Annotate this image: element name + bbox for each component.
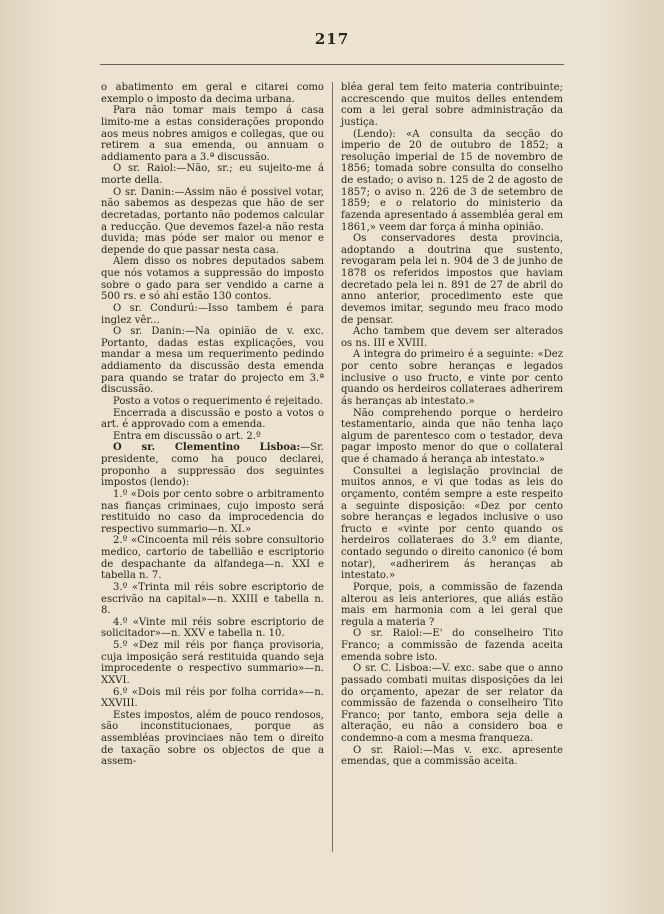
paragraph: Não comprehendo porque o herdeiro testamentario, ainda que não tenha laço algum de parentesco com o testador, deva pagar imposto menor do que o collateral que é chamado á herança ab intestato.»: [341, 407, 563, 465]
paragraph: Entra em discussão o art. 2.º: [113, 430, 261, 442]
paragraph: O sr. C. Lisboa:—V. exc. sabe que o anno passado combati muitas disposições da lei do orçamento, apezar de ser relator da commissão de fazenda o conselheiro Tito Franco; por tanto, embora seja delle a alteração, eu não a considero boa e condemno-a com a mesma franqueza.: [341, 663, 563, 744]
paragraph: O sr. Raiol:—E' do conselheiro Tito Franco; a commissão de fazenda aceita emenda sobre isto.: [341, 628, 563, 663]
paragraph: O sr. Danin:—Assim não é possivel votar, não sabemos as despezas que hão de ser decretadas, portanto não podemos calcular a reducção. Que devemos fazel-a não resta duvida; mas póde ser maior ou menor e depende do que passar nesta casa.: [101, 186, 324, 256]
paragraph: Porque, pois, a commissão de fazenda alterou as leis anteriores, que aliás estão mais em harmonia com a lei geral que regula a materia ?: [341, 581, 563, 628]
paragraph: Os conservadores desta provincia, adoptando a doutrina que sustento, revogaram pela lei n. 904 de 3 de junho de 1878 os referidos impostos que haviam decretado pela lei n. 891 de 27 de abril do anno anterior, procedimento este que devemos imitar, segundo meu fraco modo de pensar.: [341, 233, 563, 326]
paragraph: O sr. Raiol:—Não, sr.; eu sujeito-me á morte della.: [101, 163, 324, 186]
header-divider: [100, 64, 564, 65]
paragraph: A integra do primeiro é a seguinte: «Dez por cento sobre heranças e legados inclusive o uso fructo, e vinte por cento quando os herdeiros collateraes adherirem ás heranças ab intestato.»: [341, 349, 563, 407]
paragraph: 1.º «Dois por cento sobre o arbitramento nas fianças criminaes, cujo imposto será restituido no caso da improcedencia do respectivo summario—n. XI.»: [101, 488, 324, 535]
paragraph: O sr. Danin:—Na opinião de v. exc. Portanto, dadas estas explicações, vou mandar a mesa um requerimento pedindo addiamento da discussão desta emenda para quando se tratar do projecto em 3.ª discussão.: [101, 326, 324, 396]
paragraph: O sr. Clementino Lisboa:—Sr. presidente, como ha pouco declarei, proponho a suppressão dos seguintes impostos (lendo):: [101, 442, 324, 489]
paragraph: 2.º «Cincoenta mil réis sobre consultorio medico, cartorio de tabellião e escriptorio de despachante da alfandega—n. XXI e tabella n. 7.: [101, 535, 324, 582]
paragraph: Acho tambem que devem ser alterados os ns. III e XVIII.: [341, 326, 563, 349]
left-column: [101, 82, 324, 768]
paragraph: Posto a votos o requerimento é rejeitado.: [113, 395, 323, 407]
paragraph: 4.º «Vinte mil réis sobre escriptorio de solicitador»—n. XXV e tabella n. 10.: [101, 616, 324, 640]
paragraph: 3.º «Trinta mil réis sobre escriptorio de escrivão na capital»—n. XXIII e tabella n. 8.: [101, 581, 324, 617]
paragraph: o abatimento em geral e citarei como exemplo o imposto da decima urbana.: [101, 82, 324, 105]
column-divider: [332, 82, 333, 852]
paragraph: O sr. Raiol:—Mas v. exc. apresente emendas, que a commissão aceita.: [341, 744, 563, 768]
paragraph: Consultei a legislação provincial de muitos annos, e vi que todas as leis do orçamento, contém sempre a este respeito a seguinte disposição: «Dez por cento sobre heranças e legados inclusive o uso fructo e «vinte por cento quando os herdeiros collateraes do 3.º em diante, contado segundo o direito canonico (é bom notar), «adherirem ás heranças ab intestato.»: [341, 465, 563, 582]
paragraph: Estes impostos, além de pouco rendosos, são inconstitucionaes, porque as assembléas provinciaes não tem o direito de taxação sobre os objectos de que a assem-: [101, 709, 324, 768]
paragraph: Encerrada a discussão e posto a votos o art. é approvado com a emenda.: [101, 407, 324, 431]
paragraph: Para não tomar mais tempo á casa limito-me a estas considerações propondo aos meus nobres amigos e collegas, que ou retirem a sua emenda, ou annuam o addiamento para a 3.ª discussão.: [101, 105, 324, 163]
speaker-name: O sr. Clementino Lisboa:: [113, 442, 301, 454]
paragraph: 6.º «Dois mil réis por folha corrida»—n. XXVIII.: [101, 686, 324, 710]
page-number: 217: [314, 30, 350, 48]
paragraph: 5.º «Dez mil réis por fiança provisoria, cuja imposição será restituida quando seja improcedente o respectivo summario»—n. XXVI.: [101, 640, 324, 686]
paragraph: (Lendo): «A consulta da secção do imperio de 20 de outubro de 1852; a resolução imperial de 15 de novembro de 1856; tomada sobre consulta do conselho de estado; o aviso n. 125 de 2 de agosto de 1857; o aviso n. 226 de 3 de setembro de 1859; e o relatorio do ministerio da fazenda apresentado á assembléa geral em 1861,» veem dar força á minha opinião.: [341, 128, 563, 233]
paragraph: Alem disso os nobres deputados sabem que nós votamos a suppressão do imposto sobre o gado para ser vendido a carne a 500 rs. e só ahi estão 130 contos.: [101, 256, 324, 303]
right-column: [341, 82, 563, 768]
paragraph: bléa geral tem feito materia contribuinte; accrescendo que muitos delles entendem com a lei geral sobre administração da justiça.: [341, 82, 563, 128]
paragraph: O sr. Condurú:—Isso tambem é para inglez vêr...: [101, 302, 324, 326]
